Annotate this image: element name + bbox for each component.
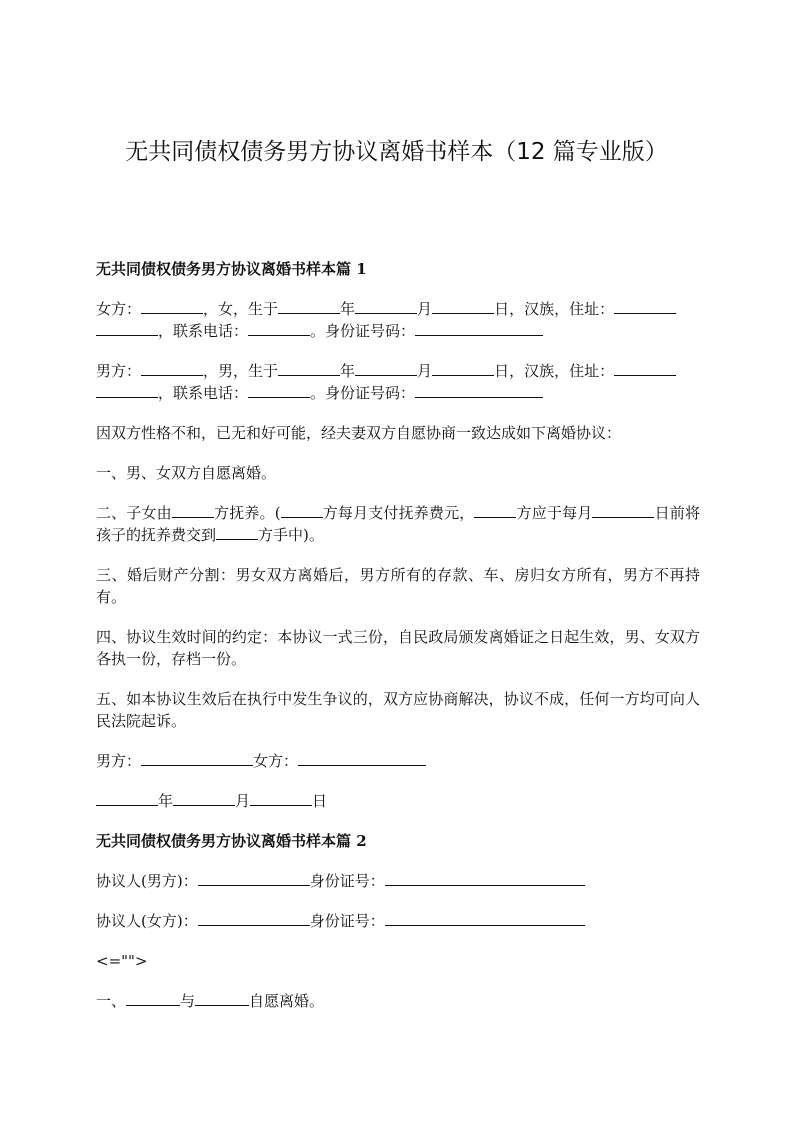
label-month: 月 xyxy=(417,362,433,380)
blank-year xyxy=(278,298,340,314)
section2-heading: 无共同债权债务男方协议离婚书样本篇 2 xyxy=(96,832,367,850)
blank-address xyxy=(614,360,676,376)
blank-party-woman xyxy=(198,910,310,926)
blank-day xyxy=(432,360,494,376)
document-title: 无共同债权债务男方协议离婚书样本（12 篇专业版） xyxy=(125,139,668,165)
label-ethnic-address: 日，汉族，住址： xyxy=(494,362,615,380)
label-man: 男方： xyxy=(96,362,142,380)
label-id: 身份证号： xyxy=(309,872,385,890)
label-phone: ，联系电话： xyxy=(158,384,249,402)
label-month: 月 xyxy=(417,300,433,318)
blank-address-2 xyxy=(96,382,158,398)
woman-info-paragraph xyxy=(96,298,700,342)
section2-clause-1 xyxy=(96,990,700,1012)
date-line xyxy=(96,790,700,812)
label-woman: 女方： xyxy=(96,300,142,318)
party-man-line xyxy=(96,870,700,892)
label-id: 。身份证号码： xyxy=(310,384,416,402)
clause-text: 与 xyxy=(180,992,196,1010)
clause-2 xyxy=(96,502,700,546)
blank-id xyxy=(415,382,543,398)
blank-address xyxy=(614,298,676,314)
blank-month xyxy=(355,360,417,376)
clause-2-text: 方应于每月 xyxy=(516,504,593,522)
blank-payer xyxy=(281,502,323,518)
clause-1: 一、男、女双方自愿离婚。 xyxy=(96,464,277,482)
blank-party-b xyxy=(195,990,249,1006)
clause-2-text: 方手中)。 xyxy=(258,526,324,544)
document-body xyxy=(96,258,700,1030)
label-year: 年 xyxy=(158,792,174,810)
signature-line xyxy=(96,750,700,772)
section1-heading: 无共同债权债务男方协议离婚书样本篇 1 xyxy=(96,260,367,278)
blank-phone xyxy=(248,320,310,336)
blank-id xyxy=(385,910,585,926)
clause-text: 一、 xyxy=(96,992,127,1010)
blank-recipient xyxy=(216,524,258,540)
label-phone: ，联系电话： xyxy=(158,322,249,340)
label-id: 身份证号： xyxy=(309,912,385,930)
blank-custody xyxy=(172,502,214,518)
blank-address-2 xyxy=(96,320,158,336)
blank-phone xyxy=(248,382,310,398)
man-info-paragraph xyxy=(96,360,700,404)
label-gender-born: ，女，生于 xyxy=(203,300,279,318)
blank-sign-man xyxy=(141,750,253,766)
blank-party-a xyxy=(126,990,180,1006)
clause-3: 三、婚后财产分割：男女双方离婚后，男方所有的存款、车、房归女方所有，男方不再持有。 xyxy=(96,566,700,606)
blank-day xyxy=(432,298,494,314)
label-party-man: 协议人(男方)： xyxy=(96,872,198,890)
clause-4: 四、协议生效时间的约定：本协议一式三份，自民政局颁发离婚证之日起生效，男、女双方各执一份，存档一份。 xyxy=(96,628,700,668)
clause-text: 自愿离婚。 xyxy=(249,992,325,1010)
blank-id xyxy=(385,870,585,886)
clause-2-text: 二、子女由 xyxy=(96,504,172,522)
label-ethnic-address: 日，汉族，住址： xyxy=(494,300,615,318)
blank-day xyxy=(250,790,312,806)
label-gender-born: ，男，生于 xyxy=(203,362,279,380)
stray-markup-text: <=""> xyxy=(96,952,148,970)
clause-2-text: 日前将孩子的抚养费交到 xyxy=(96,504,700,544)
label-sign-man: 男方： xyxy=(96,752,142,770)
blank-month xyxy=(355,298,417,314)
blank-party xyxy=(474,502,516,518)
label-year: 年 xyxy=(340,362,356,380)
blank-party-man xyxy=(198,870,310,886)
label-year: 年 xyxy=(340,300,356,318)
blank-day xyxy=(592,502,654,518)
label-id: 。身份证号码： xyxy=(310,322,416,340)
blank-month xyxy=(173,790,235,806)
party-woman-line xyxy=(96,910,700,932)
blank-sign-woman xyxy=(298,750,426,766)
blank-year xyxy=(278,360,340,376)
blank-id xyxy=(415,320,543,336)
intro-paragraph: 因双方性格不和，已无和好可能，经夫妻双方自愿协商一致达成如下离婚协议： xyxy=(96,424,622,442)
label-party-woman: 协议人(女方)： xyxy=(96,912,198,930)
clause-5: 五、如本协议生效后在执行中发生争议的，双方应协商解决，协议不成，任何一方均可向人民法院起诉。 xyxy=(96,690,700,730)
blank-year xyxy=(96,790,158,806)
blank-name xyxy=(141,298,203,314)
label-month: 月 xyxy=(235,792,251,810)
label-sign-woman: 女方： xyxy=(253,752,299,770)
label-day: 日 xyxy=(312,792,328,810)
blank-name xyxy=(141,360,203,376)
clause-2-text: 方每月支付抚养费元， xyxy=(322,504,475,522)
clause-2-text: 方抚养。( xyxy=(213,504,281,522)
